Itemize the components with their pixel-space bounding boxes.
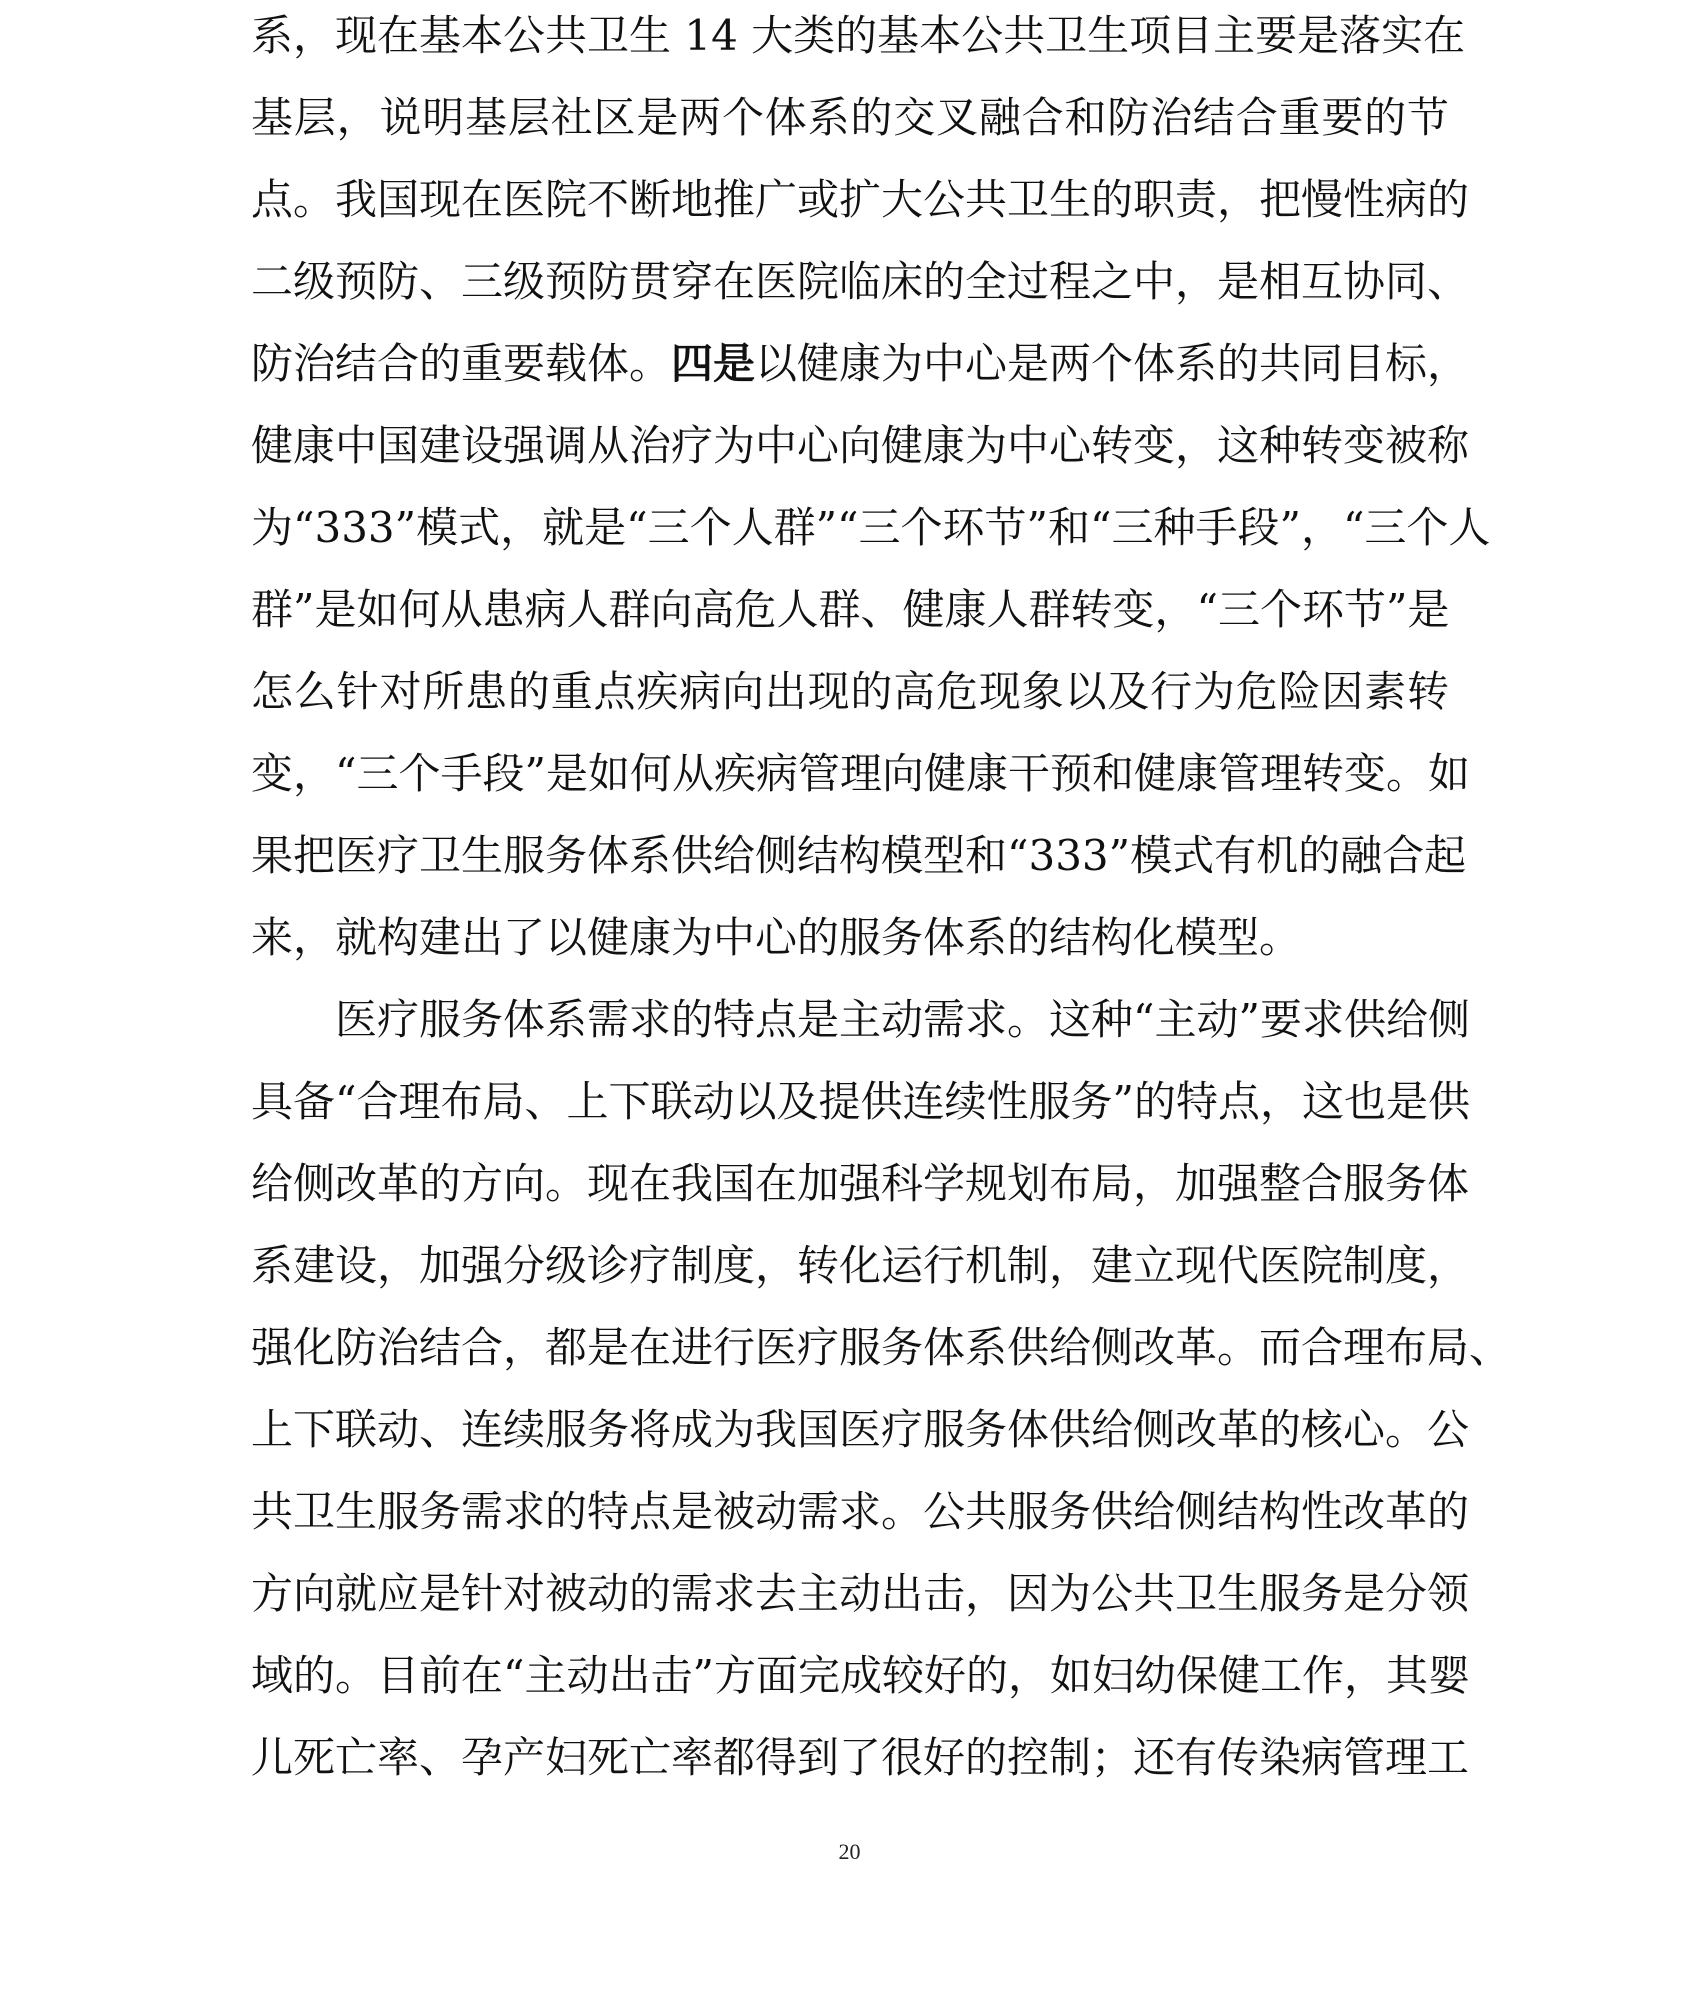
text-line: 强化防治结合，都是在进行医疗服务体系供给侧改革。而合理布局、 (251, 1323, 1512, 1372)
text-line: 系，现在基本公共卫生 14 大类的基本公共卫生项目主要是落实在 (251, 11, 1466, 60)
text-line: 具备“合理布局、上下联动以及提供连续性服务”的特点，这也是供 (251, 1077, 1470, 1126)
text-line: 上下联动、连续服务将成为我国医疗服务体供给侧改革的核心。公 (251, 1405, 1470, 1454)
text-line: 系建设，加强分级诊疗制度，转化运行机制，建立现代医院制度， (251, 1241, 1470, 1290)
text-line: 为“333”模式，就是“三个人群”“三个环节”和“三种手段”，“三个人 (251, 503, 1491, 552)
text-line: 医疗服务体系需求的特点是主动需求。这种“主动”要求供给侧 (335, 995, 1470, 1044)
text-line (251, 334, 1470, 394)
text-line: 来，就构建出了以健康为中心的服务体系的结构化模型。 (251, 913, 1302, 962)
text-line: 域的。目前在“主动出击”方面完成较好的，如妇幼保健工作，其婴 (251, 1651, 1470, 1700)
text-line: 二级预防、三级预防贯穿在医院临床的全过程之中，是相互协同、 (251, 257, 1470, 306)
text-segment: 以健康为中心是两个体系的共同目标， (755, 339, 1470, 388)
text-segment: 防治结合的重要载体。 (251, 339, 672, 388)
text-line: 方向就应是针对被动的需求去主动出击，因为公共卫生服务是分领 (251, 1569, 1470, 1618)
text-line: 群”是如何从患病人群向高危人群、健康人群转变，“三个环节”是 (251, 585, 1450, 634)
page-number: 20 (838, 1839, 861, 1864)
text-line: 果把医疗卫生服务体系供给侧结构模型和“333”模式有机的融合起 (251, 831, 1467, 880)
text-line: 健康中国建设强调从治疗为中心向健康为中心转变，这种转变被称 (251, 421, 1470, 470)
text-line: 怎么针对所患的重点疾病向出现的高危现象以及行为危险因素转 (251, 667, 1449, 716)
text-line: 共卫生服务需求的特点是被动需求。公共服务供给侧结构性改革的 (251, 1487, 1470, 1536)
text-line: 给侧改革的方向。现在我国在加强科学规划布局，加强整合服务体 (251, 1159, 1470, 1208)
text-line: 点。我国现在医院不断地推广或扩大公共卫生的职责，把慢性病的 (251, 175, 1470, 224)
emphasis-text: 四是 (671, 339, 756, 388)
text-line: 基层，说明基层社区是两个体系的交叉融合和防治结合重要的节 (251, 93, 1449, 142)
text-line: 儿死亡率、孕产妇死亡率都得到了很好的控制；还有传染病管理工 (251, 1733, 1470, 1782)
text-line: 变，“三个手段”是如何从疾病管理向健康干预和健康管理转变。如 (251, 749, 1470, 798)
